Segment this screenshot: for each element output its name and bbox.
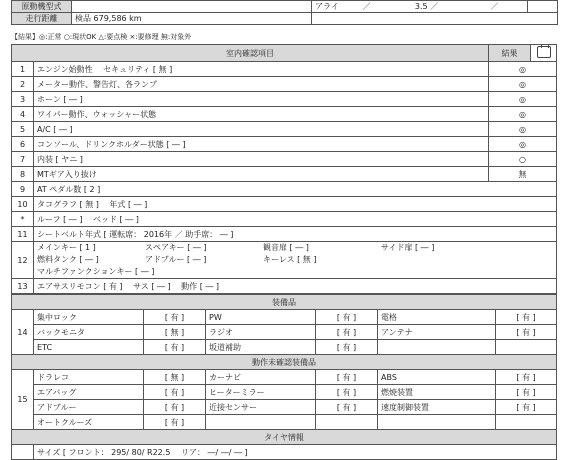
vehicle-info-table bbox=[11, 0, 558, 25]
table-row: 1 エンジン始動性 セキュリティ [ 無 ] ◎ bbox=[12, 62, 557, 77]
mileage-label: 走行距離 bbox=[12, 13, 72, 25]
table-row: 7 内装 [ ヤニ ] ○ bbox=[12, 152, 557, 167]
table-row: 6 コンソール、ドリンクホルダー状態 [ ― ] ◎ bbox=[12, 137, 557, 152]
unconfirmed-header: 動作未確認装備品 bbox=[12, 355, 557, 370]
engine-model-label: 原動機型式 bbox=[12, 1, 72, 13]
result-value: ◎ bbox=[489, 137, 557, 152]
interior-check-table bbox=[11, 44, 557, 294]
table-row: 3 ホーン [ ― ] ◎ bbox=[12, 92, 557, 107]
result-value: ◎ bbox=[489, 92, 557, 107]
table-row: オートクルーズ [ 有 ] bbox=[12, 415, 557, 430]
clipboard-icon[interactable] bbox=[531, 45, 557, 62]
table-row: ETC [ 有 ] 坂道補助 [ 有 ] bbox=[12, 340, 557, 355]
equipment-header: 装備品 bbox=[12, 295, 557, 310]
result-value: ○ bbox=[489, 152, 557, 167]
inspection-sheet bbox=[11, 0, 557, 460]
table-row bbox=[12, 445, 557, 460]
result-value: 無 bbox=[489, 167, 557, 182]
table-row: 2 メーター動作、警告灯、各ランプ ◎ bbox=[12, 77, 557, 92]
table-row: アドブルー [ 有 ] 近接センサー [ 有 ] 速度制御装置 [ 有 ] bbox=[12, 400, 557, 415]
table-row: 12 メインキー [ 1 ] スペアキー [ ― ] 観音扉 [ ― ] サイド扉 [ ― ] 燃料タンク [ ― ] アドブルー [ ― ] キーレス [ 無 ] マルチファンクションキー [ ― ] bbox=[12, 242, 557, 279]
table-row: 5 A/C [ ― ] ◎ bbox=[12, 122, 557, 137]
align-slash-2: ／ bbox=[462, 1, 528, 13]
table-row: 14 集中ロック [ 有 ] PW [ 有 ] 電格 [ 有 ] bbox=[12, 310, 557, 325]
align-label: アライ bbox=[312, 1, 342, 13]
table-row: 10 タコグラフ [ 無 ] 年式 [ ― ] bbox=[12, 197, 557, 212]
table-row: 11 シートベルト年式 [ 運転席： 2016年 ／ 助手席： ― ] bbox=[12, 227, 557, 242]
align-value: 3.5 ／ bbox=[392, 1, 462, 13]
tire-header: タイヤ情報 bbox=[12, 430, 557, 445]
result-value: ◎ bbox=[489, 107, 557, 122]
table-row: 8 MTギア入り抜け 無 bbox=[12, 167, 557, 182]
table-row: * ルーフ [ ― ] ベッド [ ― ] bbox=[12, 212, 557, 227]
table-row: 15 ドラレコ [ 無 ] カーナビ [ 有 ] ABS [ 有 ] bbox=[12, 370, 557, 385]
result-legend: 【結果】◎:正常 ○:現状OK △:要点検 ×:要修理 無:対象外 bbox=[11, 33, 192, 41]
align-slash-1: ／ bbox=[342, 1, 392, 13]
mileage-value: 検品 679,586 km bbox=[72, 13, 312, 25]
engine-model-value bbox=[72, 1, 312, 13]
result-value: ◎ bbox=[489, 122, 557, 137]
result-value: ◎ bbox=[489, 77, 557, 92]
table-row: 13 エアサスリモコン [ 有 ] サス [ ― ] 動作 [ ― ] bbox=[12, 279, 557, 294]
table-row: 9 AT ペダル数 [ 2 ] bbox=[12, 182, 557, 197]
table-row: エアバッグ [ 有 ] ヒーターミラー [ 有 ] 燃焼装置 [ 有 ] bbox=[12, 385, 557, 400]
result-header: 結果 bbox=[489, 45, 531, 62]
interior-header: 室内確認項目 bbox=[12, 45, 489, 62]
equipment-table bbox=[11, 294, 557, 460]
result-value: ◎ bbox=[489, 62, 557, 77]
tire-size: サイズ [ フロント： 295/ 80/ R22.5 リア： ―/ ―/ ― ] bbox=[34, 445, 557, 460]
table-row: 4 ワイパー動作、ウォッシャー状態 ◎ bbox=[12, 107, 557, 122]
table-row: バックモニタ [ 無 ] ラジオ [ 有 ] アンテナ [ 有 ] bbox=[12, 325, 557, 340]
